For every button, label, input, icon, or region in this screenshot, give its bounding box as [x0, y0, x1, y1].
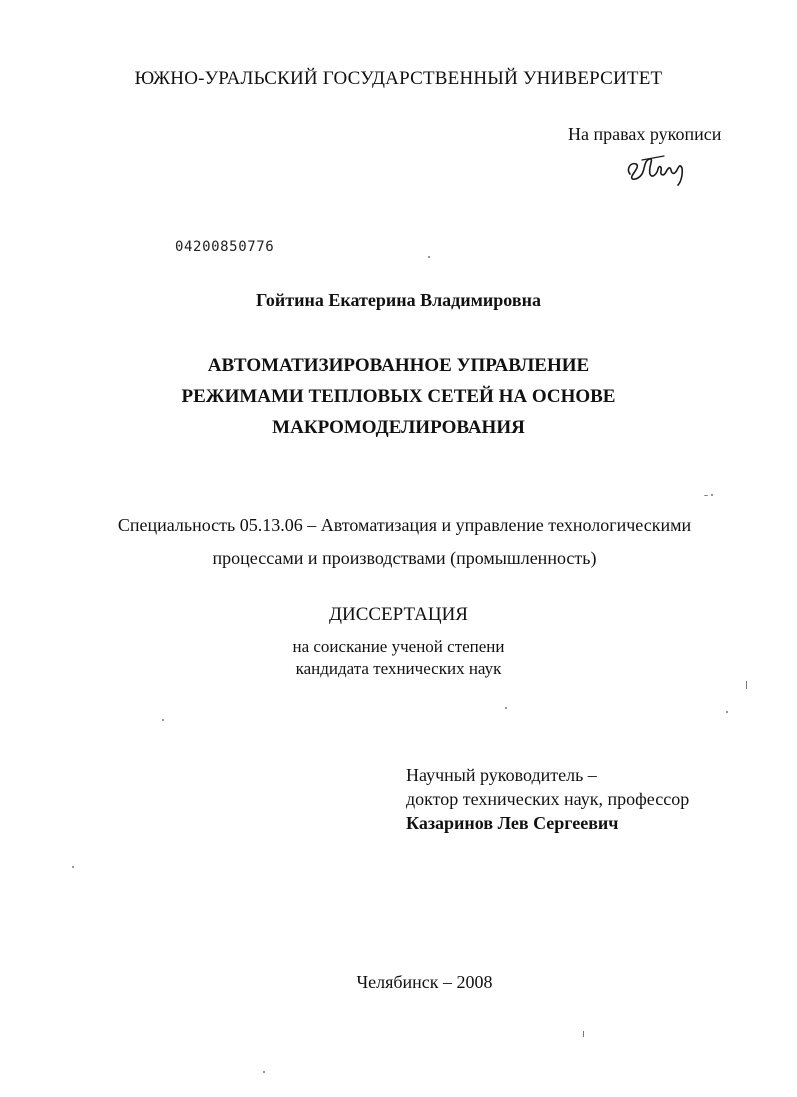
- scan-speck: [726, 711, 728, 713]
- title-line: МАКРОМОДЕЛИРОВАНИЯ: [272, 417, 525, 438]
- dissertation-title: [0, 350, 797, 443]
- scientific-advisor: [406, 763, 689, 835]
- author-name: Гойтина Екатерина Владимировна: [256, 290, 541, 310]
- handwritten-signature: [624, 150, 694, 186]
- scan-speck: [428, 256, 430, 258]
- work-type-heading: ДИССЕРТАЦИЯ: [329, 604, 468, 625]
- degree-sought: [0, 636, 797, 680]
- scan-speck: [505, 707, 507, 709]
- specialty-line: процессами и производствами (промышленность): [212, 548, 597, 568]
- advisor-name: Казаринов Лев Сергеевич: [406, 813, 619, 833]
- title-line: АВТОМАТИЗИРОВАННОЕ УПРАВЛЕНИЕ: [207, 355, 590, 376]
- city-year: Челябинск – 2008: [356, 972, 493, 992]
- manuscript-rights-note: На правах рукописи: [568, 124, 722, 144]
- title-line: РЕЖИМАМИ ТЕПЛОВЫХ СЕТЕЙ НА ОСНОВЕ: [181, 386, 616, 407]
- library-code: 04200850776: [175, 239, 275, 255]
- specialty: [0, 509, 797, 575]
- scan-speck: [704, 495, 708, 496]
- scan-speck: [162, 719, 164, 721]
- degree-line: кандидата технических наук: [295, 659, 502, 678]
- scan-speck: [711, 494, 713, 496]
- scan-speck: [583, 1031, 584, 1037]
- degree-line: на соискание ученой степени: [292, 637, 505, 656]
- scan-speck: [746, 681, 747, 689]
- scan-speck: [263, 1071, 265, 1073]
- advisor-role: Научный руководитель –: [406, 765, 597, 785]
- specialty-line: Специальность 05.13.06 – Автоматизация и управление технологическими: [117, 515, 692, 535]
- scan-speck: [72, 866, 74, 868]
- advisor-credentials: доктор технических наук, профессор: [406, 789, 690, 809]
- university-name: ЮЖНО-УРАЛЬСКИЙ ГОСУДАРСТВЕННЫЙ УНИВЕРСИТЕТ: [134, 68, 663, 89]
